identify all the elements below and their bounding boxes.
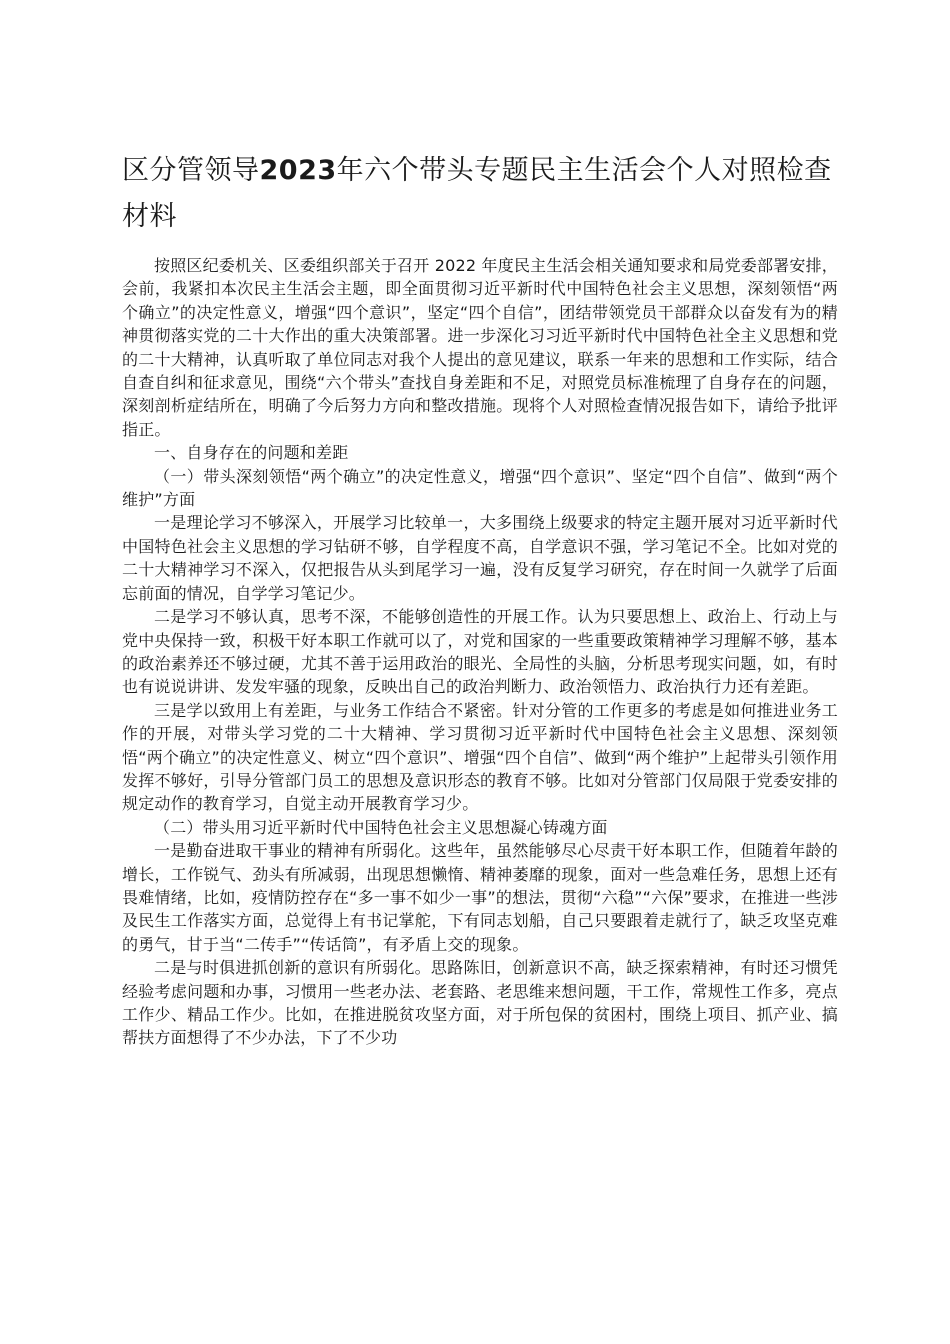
intro-paragraph: 按照区纪委机关、区委组织部关于召开 2022 年度民主生活会相关通知要求和局党委部署安排，会前，我紧扣本次民主生活会主题，即全面贯彻习近平新时代中国特色社会主义思想，深刻领悟“两个确立”的决定性意义，增强“四个意识”，坚定“四个自信”，团结带领党员干部群众以奋发有为的精神贯彻落实党的二十大作出的重大决策部署。进一步深化习习近平新时代中国特色社全主义思想和党的二十大精神，认真听取了单位同志对我个人提出的意见建议，联系一年来的思想和工作实际，结合自查自纠和征求意见，围绕“六个带头”查找自身差距和不足，对照党员标准梳理了自身存在的问题，深刻剖析症结所在，明确了今后努力方向和整改措施。现将个人对照检查情况报告如下，请给予批评指正。 bbox=[122, 256, 838, 439]
title-part2: 年六个带头专题民主生活会个人对照检查材料 bbox=[122, 155, 832, 232]
body-paragraph: 三是学以致用上有差距，与业务工作结合不紧密。针对分管的工作更多的考虑是如何推进业务工作的开展，对带头学习党的二十大精神、学习贯彻习近平新时代中国特色社会主义思想、深刻领悟“两个确立”的决定性意义、树立“四个意识”、增强“四个自信”、做到“两个维护”上起带头引领作用发挥不够好，引导分管部门员工的思想及意识形态的教育不够。比如对分管部门仅局限于党委安排的规定动作的教育学习，自觉主动开展教育学习少。 bbox=[122, 700, 838, 814]
body-paragraph: 一是理论学习不够深入，开展学习比较单一，大多围绕上级要求的特定主题开展对习近平新时代中国特色社会主义思想的学习钻研不够，自学程度不高，自学意识不强，学习笔记不全。比如对党的二十大精神学习不深入，仅把报告从头到尾学习一遍，没有反复学习研究，存在时间一久就学了后面忘前面的情况，自学学习笔记少。 bbox=[122, 513, 838, 603]
body-paragraph: 一是勤奋进取干事业的精神有所弱化。这些年，虽然能够尽心尽责干好本职工作，但随着年龄的增长，工作锐气、劲头有所减弱，出现思想懒惰、精神萎靡的现象，面对一些急难任务，思想上还有畏难情绪，比如，疫情防控存在“多一事不如少一事”的想法，贯彻“六稳”“六保”要求，在推进一些涉及民生工作落实方面，总觉得上有书记掌舵，下有同志划船，自己只要跟着走就行了，缺乏攻坚克难的勇气，甘于当“二传手”“传话筒”，有矛盾上交的现象。 bbox=[122, 841, 838, 954]
title-year: 2023 bbox=[259, 155, 337, 186]
body-paragraph: 二是与时俱进抓创新的意识有所弱化。思路陈旧，创新意识不高，缺乏探索精神，有时还习惯凭经验考虑问题和办事，习惯用一些老办法、老套路、老思维来想问题，干工作，常规性工作多，亮点工作少、精品工作少。比如，在推进脱贫攻坚方面，对于所包保的贫困村，围绕上项目、抓产业、搞帮扶方面想得了不少办法，下了不少功 bbox=[122, 958, 838, 1048]
subsection-heading: （二）带头用习近平新时代中国特色社会主义思想凝心铸魂方面 bbox=[154, 817, 608, 837]
document-body bbox=[122, 254, 838, 1050]
body-paragraph: 二是学习不够认真，思考不深，不能够创造性的开展工作。认为只要思想上、政治上、行动上与党中央保持一致，积极干好本职工作就可以了，对党和国家的一些重要政策精神学习理解不够，基本的政治素养还不够过硬，尤其不善于运用政治的眼光、全局性的头脑，分析思考现实问题，如，有时也有说说讲讲、发发牢骚的现象，反映出自己的政治判断力、政治领悟力、政治执行力还有差距。 bbox=[122, 607, 838, 697]
title-part1: 区分管领导 bbox=[122, 155, 260, 186]
document-title bbox=[122, 148, 838, 240]
subsection-heading: （一）带头深刻领悟“两个确立”的决定性意义，增强“四个意识”、坚定“四个自信”、做到“两个维护”方面 bbox=[122, 466, 838, 510]
section-heading: 一、自身存在的问题和差距 bbox=[154, 443, 349, 463]
document-page bbox=[122, 148, 838, 1050]
